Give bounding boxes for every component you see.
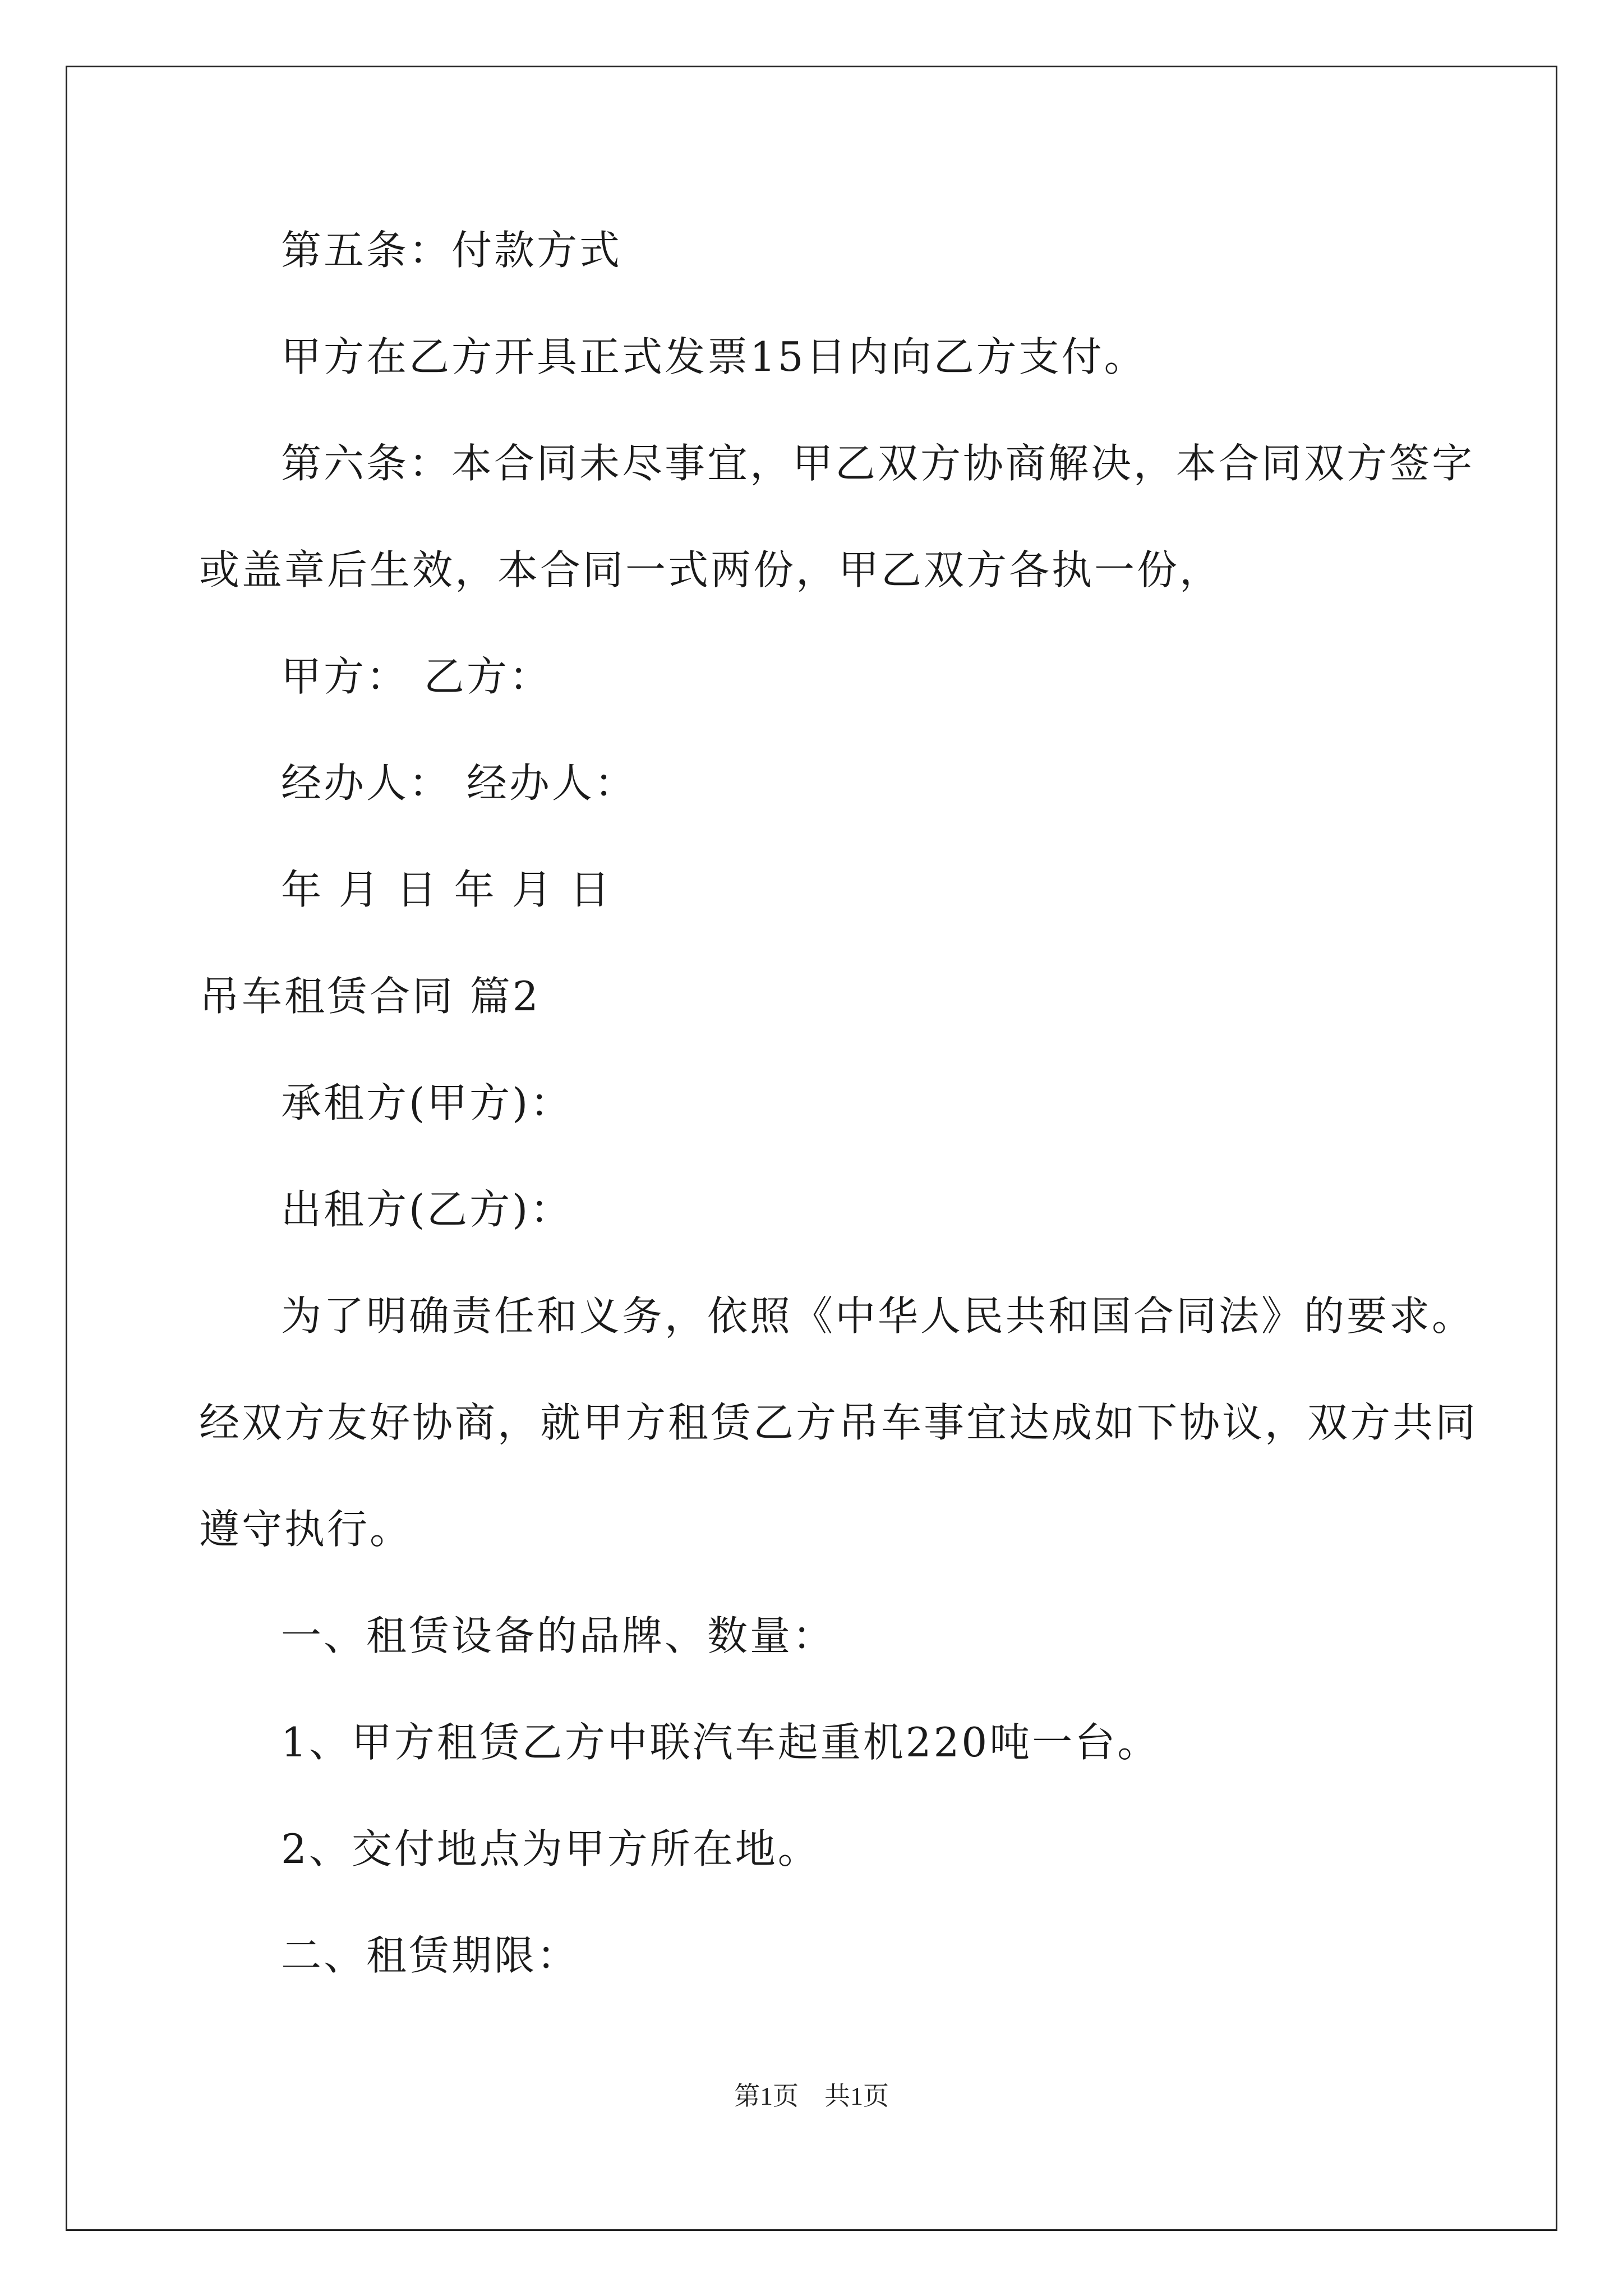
- paragraph: 经办人： 经办人：: [281, 760, 637, 807]
- paragraph: 二、租赁期限：: [281, 1932, 580, 1979]
- paragraph: 一、租赁设备的品牌、数量：: [281, 1612, 836, 1659]
- paragraph: 1、甲方租赁乙方中联汽车起重机220吨一台。: [281, 1719, 1160, 1766]
- paragraph: 甲方： 乙方：: [281, 653, 552, 700]
- paragraph: 甲方在乙方开具正式发票15日内向乙方支付。: [281, 333, 1147, 380]
- paragraph: 经双方友好协商，就甲方租赁乙方吊车事宜达成如下协议，双方共同: [199, 1399, 1478, 1446]
- paragraph: 年 月 日 年 月 日: [281, 866, 612, 913]
- page-number-footer: 第1页 共1页: [734, 2082, 889, 2110]
- paragraph: 遵守执行。: [199, 1506, 413, 1553]
- paragraph: 2、交付地点为甲方所在地。: [281, 1825, 820, 1872]
- page-border: [66, 66, 1557, 2231]
- paragraph: 承租方(甲方)：: [281, 1079, 573, 1126]
- paragraph: 或盖章后生效，本合同一式两份，甲乙双方各执一份，: [199, 546, 1223, 593]
- paragraph: 出租方(乙方)：: [281, 1186, 573, 1233]
- paragraph: 第六条：本合同未尽事宜，甲乙双方协商解决，本合同双方签字: [281, 440, 1475, 487]
- section-heading: 吊车租赁合同 篇2: [199, 973, 541, 1020]
- paragraph: 第五条：付款方式: [281, 227, 623, 274]
- paragraph: 为了明确责任和义务，依照《中华人民共和国合同法》的要求。: [281, 1292, 1475, 1340]
